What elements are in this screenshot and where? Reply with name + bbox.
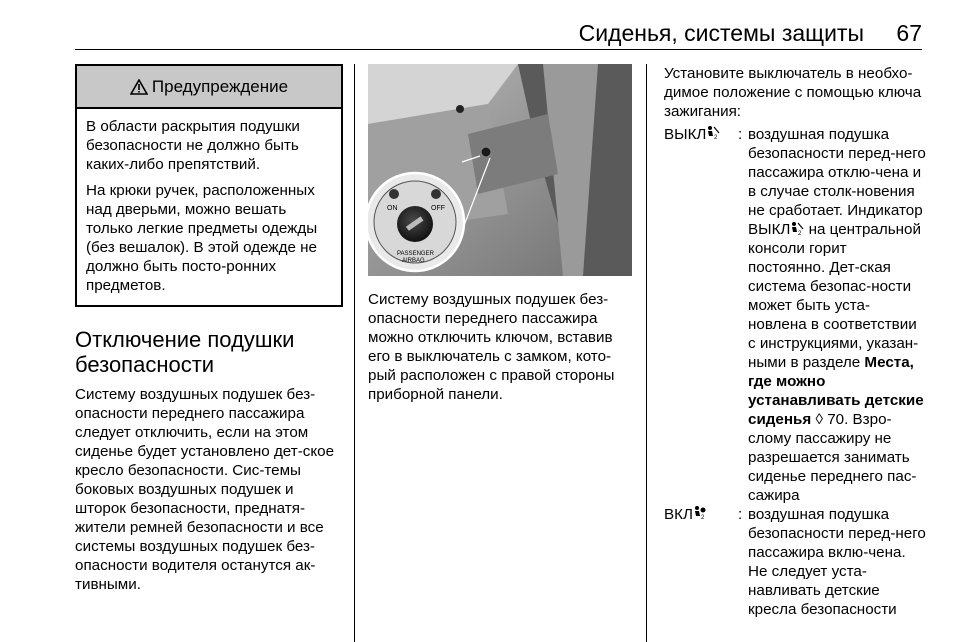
column-divider — [646, 64, 647, 642]
warning-paragraph: В области раскрытия подушки безопасности не должно быть каких-либо препятствий. — [86, 118, 300, 173]
setting-on-term: ВКЛ 2 — [664, 505, 738, 619]
setting-off-term: ВЫКЛ 2 — [664, 125, 738, 505]
column-middle — [368, 64, 632, 404]
column-divider — [354, 64, 355, 642]
switch-off-label: OFF — [431, 205, 445, 212]
setting-on-row: ВКЛ 2 : воздушная подушка безопасности перед-него пассажира вклю-чена. Не следует уста-навливать детские кресла безопасности — [664, 506, 926, 618]
svg-text:2: 2 — [714, 135, 718, 140]
warning-triangle-icon — [130, 79, 148, 95]
column-right — [664, 64, 926, 619]
page-number: 67 — [896, 20, 922, 46]
warning-header — [77, 66, 341, 109]
cross-reference-link[interactable]: Места, где можно устанавливать детские сиденья — [748, 354, 924, 428]
svg-text:2: 2 — [700, 515, 705, 520]
section-title: Отключение подушки безопасности — [75, 327, 295, 377]
airbag-off-inline-icon — [790, 221, 804, 236]
column-left — [75, 64, 343, 594]
warning-title: Предупреждение — [151, 76, 289, 96]
setting-on-description: воздушная подушка безопасности перед-него пассажира вклю-чена. Не следует уста-навливать детские кресла безопасности — [748, 506, 926, 618]
airbag-on-icon — [389, 189, 399, 199]
figure-caption: Систему воздушных подушек без-опасности переднего пассажира можно отключить ключом, вставив его в выключатель с замком, кото-рый расположен с правой стороны приборной панели. — [368, 291, 615, 403]
airbag-off-symbol-icon — [706, 125, 720, 140]
setting-off-description: воздушная подушка безопасности перед-него пассажира отклю-чена и в случае столк-новения не сработает. Индикатор ВЫКЛ 2 на центральной консоли горит постоянно. Дет-ская система безопас-ности может быть уста-новлена в соответствии с инструкциями, указан-ными в разделе Места, где можно устанавливать детские сиденья ◊ 70. Взро-слому пассажиру не разрешается занимать сиденье переднего пас-сажира — [748, 126, 926, 504]
airbag-off-icon — [431, 189, 441, 199]
settings-intro: Установите выключатель в необхо-димое положение с помощью ключа зажигания: — [664, 65, 922, 120]
warning-box — [75, 64, 343, 307]
warning-paragraph: На крюки ручек, расположенных над дверьми, можно вешать только легкие предметы одежды (без вешалок). В этой одежде не должно быть посто-ронних предметов. — [86, 182, 318, 294]
svg-text:2: 2 — [798, 231, 802, 236]
page-header — [0, 0, 960, 50]
header-title: Сиденья, системы защиты — [578, 20, 864, 46]
airbag-switch-photo — [368, 64, 632, 276]
switch-on-label: ON — [387, 205, 398, 212]
section-body: Систему воздушных подушек без-опасности переднего пассажира следует отключить, если на этом сиденье будет установлено дет-ское кресло безопасности. Сис-темы боковых воздушных подушек и шторок безопасности, преднатя-жители ремней безопасности и все системы воздушных подушек без-опасности водителя останутся ак-тивными. — [75, 386, 335, 593]
airbag-on-symbol-icon — [693, 505, 707, 520]
switch-passenger-label: PASSENGER — [397, 251, 434, 257]
switch-airbag-label: AIRBAG — [402, 258, 425, 264]
warning-body — [77, 109, 341, 305]
setting-off-row: ВЫКЛ 2 : воздушная подушка безопасности перед-него пассажира отклю-чена и в случае столк-новения не сработает. Индикатор ВЫКЛ 2 на центральной консоли горит постоянно. Дет-ская система безопас-ности может быть уста-новлена в соответствии с инструкциями, указан-ными в разделе Места, где можно устанавливать детские сиденья ◊ 70. Взро-слому пассажиру не разрешается занимать сиденье переднего пас-сажира — [664, 126, 926, 504]
header-rule — [75, 49, 922, 50]
photo-illustration — [368, 64, 632, 276]
